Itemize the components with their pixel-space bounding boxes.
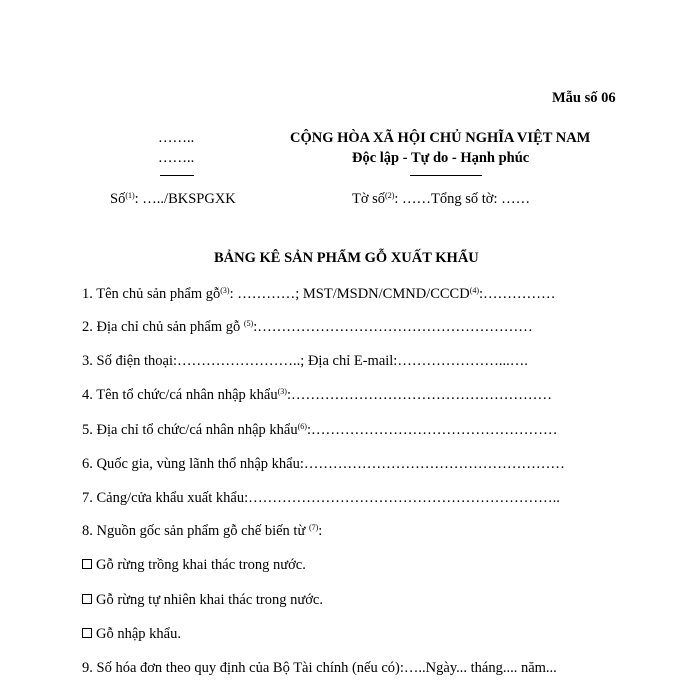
footnote-ref: (2) (385, 191, 395, 200)
sheet-number (352, 191, 530, 208)
field-text: 2. Địa chỉ chủ sản phẩm gỗ (82, 319, 244, 335)
origin-option-imported[interactable] (82, 626, 181, 643)
checkbox-icon[interactable] (82, 594, 92, 604)
field-invoice-number (82, 660, 557, 677)
field-text: :…………… (479, 286, 556, 302)
field-text: 3. Số điện thoại:……………………..; Địa chỉ E-mail:…………………...…. (82, 353, 528, 369)
agency-line-2: …….. (158, 150, 195, 166)
field-wood-origin (82, 523, 322, 540)
checkbox-icon[interactable] (82, 559, 92, 569)
agency-rule (160, 175, 194, 176)
field-text: 6. Quốc gia, vùng lãnh thổ nhập khẩu:……………………………………………… (82, 456, 565, 472)
footnote-ref: (4) (469, 286, 480, 295)
motto-rule (410, 175, 482, 176)
field-phone-email (82, 353, 528, 370)
footnote-ref: (1) (125, 191, 135, 200)
origin-option-label: Gỗ rừng tự nhiên khai thác trong nước. (96, 592, 323, 608)
field-text: 9. Số hóa đơn theo quy định của Bộ Tài chính (nếu có):…..Ngày... tháng.... năm... (82, 660, 557, 676)
field-text: 7. Cảng/cửa khẩu xuất khẩu:……………………………………………………….. (82, 490, 560, 506)
document-number-label: Số (110, 191, 126, 207)
field-text: : …………; MST/MSDN/CMND/CCCD (229, 286, 470, 302)
field-text: :…………………………………………… (306, 422, 558, 438)
checkbox-icon[interactable] (82, 628, 92, 638)
footnote-ref: (7) (308, 523, 319, 532)
document-number-value: : …../BKSPGXK (134, 191, 236, 207)
field-importer-address (82, 422, 557, 439)
sheet-number-value: : ……Tổng số tờ: …… (394, 191, 531, 207)
origin-option-label: Gỗ rừng trồng khai thác trong nước. (96, 557, 306, 573)
field-import-country (82, 456, 565, 473)
origin-option-planted[interactable] (82, 557, 306, 574)
field-text: :……………………………………………… (286, 387, 552, 403)
field-owner-name (82, 286, 556, 303)
field-text: 5. Địa chỉ tổ chức/cá nhân nhập khẩu (82, 422, 298, 438)
field-text: : (318, 523, 323, 539)
footnote-ref: (3) (277, 387, 287, 396)
national-motto: Độc lập - Tự do - Hạnh phúc (352, 150, 530, 166)
field-text: :………………………………………………… (253, 319, 533, 335)
document-title: BẢNG KÊ SẢN PHẨM GỖ XUẤT KHẨU (214, 250, 479, 266)
origin-option-natural[interactable] (82, 592, 323, 609)
footnote-ref: (5) (243, 319, 254, 328)
field-importer-name (82, 387, 552, 404)
origin-option-label: Gỗ nhập khẩu. (96, 626, 181, 642)
document-number (110, 191, 236, 208)
field-export-port (82, 490, 560, 507)
field-text: 1. Tên chủ sản phẩm gỗ (82, 286, 221, 302)
field-text: 8. Nguồn gốc sản phẩm gỗ chế biến từ (82, 523, 309, 539)
national-title: CỘNG HÒA XÃ HỘI CHỦ NGHĨA VIỆT NAM (290, 130, 591, 146)
sheet-number-label: Tờ số (352, 191, 386, 207)
field-owner-address (82, 319, 533, 336)
form-number: Mẫu số 06 (552, 90, 616, 106)
footnote-ref: (6) (297, 422, 307, 431)
footnote-ref: (3) (220, 286, 230, 295)
field-text: 4. Tên tổ chức/cá nhân nhập khẩu (82, 387, 278, 403)
agency-line-1: …….. (158, 130, 195, 146)
